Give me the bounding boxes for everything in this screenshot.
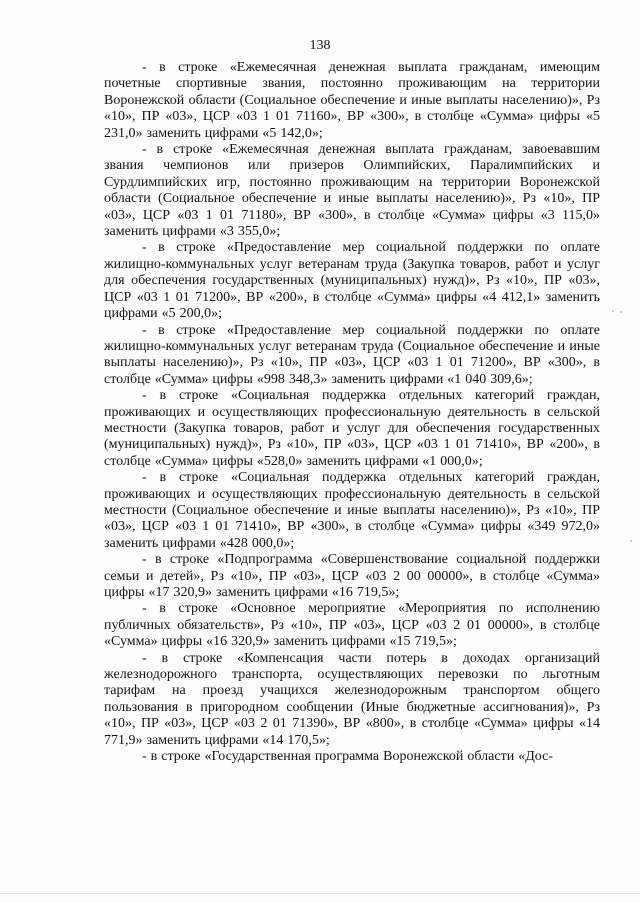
document-body bbox=[104, 60, 600, 765]
amendment-paragraph: - в строке «Ежемесячная денежная выплата гражданам, имеющим почетные спортивные звания, постоянно проживающим на территории Воронежской области (Социальное обеспечение и иные выплаты населению)», Рз «10», ПР «03», ЦСР «03 1 01 71160», ВР «300», в столбце «Сумма» цифры «5 231,0» заменить цифрами «5 142,0»; bbox=[104, 60, 600, 141]
amendment-paragraph: - в строке «Социальная поддержка отдельных категорий граждан, проживающих и осуществляющих профессиональную деятельность в сельской местности (Социальное обеспечение и иные выплаты населению)», Рз «10», ПР «03», ЦСР «03 1 01 71410», ВР «300», в столбце «Сумма» цифры «349 972,0» заменить цифрами «428 000,0»; bbox=[104, 470, 600, 551]
amendment-paragraph: - в строке «Ежемесячная денежная выплата гражданам, завоевавшим звания чемпионов или призеров Олимпийских, Паралимпийских и Сурдлимпийских игр, постоянно проживающим на территории Воронежской области (Социальное обеспечение и иные выплаты населению)», Рз «10», ПР «03», ЦСР «03 1 01 71180», ВР «300», в столбце «Сумма» цифры «3 115,0» заменить цифрами «3 355,0»; bbox=[104, 142, 600, 240]
amendment-paragraph: - в строке «Государственная программа Воронежской области «Дос- bbox=[142, 749, 553, 765]
scan-speck bbox=[620, 311, 622, 313]
page-bottom-edge bbox=[0, 893, 640, 894]
amendment-paragraph: - в строке «Основное мероприятие «Мероприятия по исполнению публичных обязательств», Рз «10», ПР «03», ЦСР «03 2 01 00000», в столбце «Сумма» цифры «16 320,9» заменить цифрами «15 719,5»; bbox=[104, 601, 600, 650]
amendment-paragraph: - в строке «Предоставление мер социальной поддержки по оплате жилищно-коммунальных услуг ветеранам труда (Социальное обеспечение и иные выплаты населению)», Рз «10», ПР «03», ЦСР «03 1 01 71200», ВР «300», в столбце «Сумма» цифры «998 348,3» заменить цифрами «1 040 309,6»; bbox=[104, 322, 600, 387]
amendment-paragraph: - в строке «Подпрограмма «Совершенствование социальной поддержки семьи и детей», Рз «10», ПР «03», ЦСР «03 2 00 00000», в столбце «Сумма» цифры «17 320,9» заменить цифрами «16 719,5»; bbox=[104, 552, 600, 600]
scan-speck bbox=[612, 310, 614, 312]
amendment-paragraph: - в строке «Компенсация части потерь в доходах организаций железнодорожного транспорта, осуществляющих перевозки по льготным тарифам на проезд учащихся железнодорожным транспортом общего пользования в пригородном сообщении (Иные бюджетные ассигнования)», Рз «10», ПР «03», ЦСР «03 2 01 71390», ВР «800», в столбце «Сумма» цифры «14 771,9» заменить цифрами «14 170,5»; bbox=[104, 650, 600, 748]
amendment-paragraph: - в строке «Предоставление мер социальной поддержки по оплате жилищно-коммунальных услуг ветеранам труда (Закупка товаров, работ и услуг для обеспечения государственных (муниципальных) нужд)», Рз «10», ПР «03», ЦСР «03 1 01 71200», ВР «200», в столбце «Сумма» цифры «4 412,1» заменить цифрами «5 200,0»; bbox=[104, 240, 600, 322]
page-number: 138 bbox=[309, 38, 331, 53]
scan-speck bbox=[630, 540, 632, 542]
amendment-paragraph: - в строке «Социальная поддержка отдельных категорий граждан, проживающих и осуществляющих профессиональную деятельность в сельской местности (Закупка товаров, работ и услуг для обеспечения государственных (муниципальных) нужд)», Рз «10», ПР «03», ЦСР «03 1 01 71410», ВР «200», в столбце «Сумма» цифры «528,0» заменить цифрами «1 000,0»; bbox=[104, 388, 600, 469]
